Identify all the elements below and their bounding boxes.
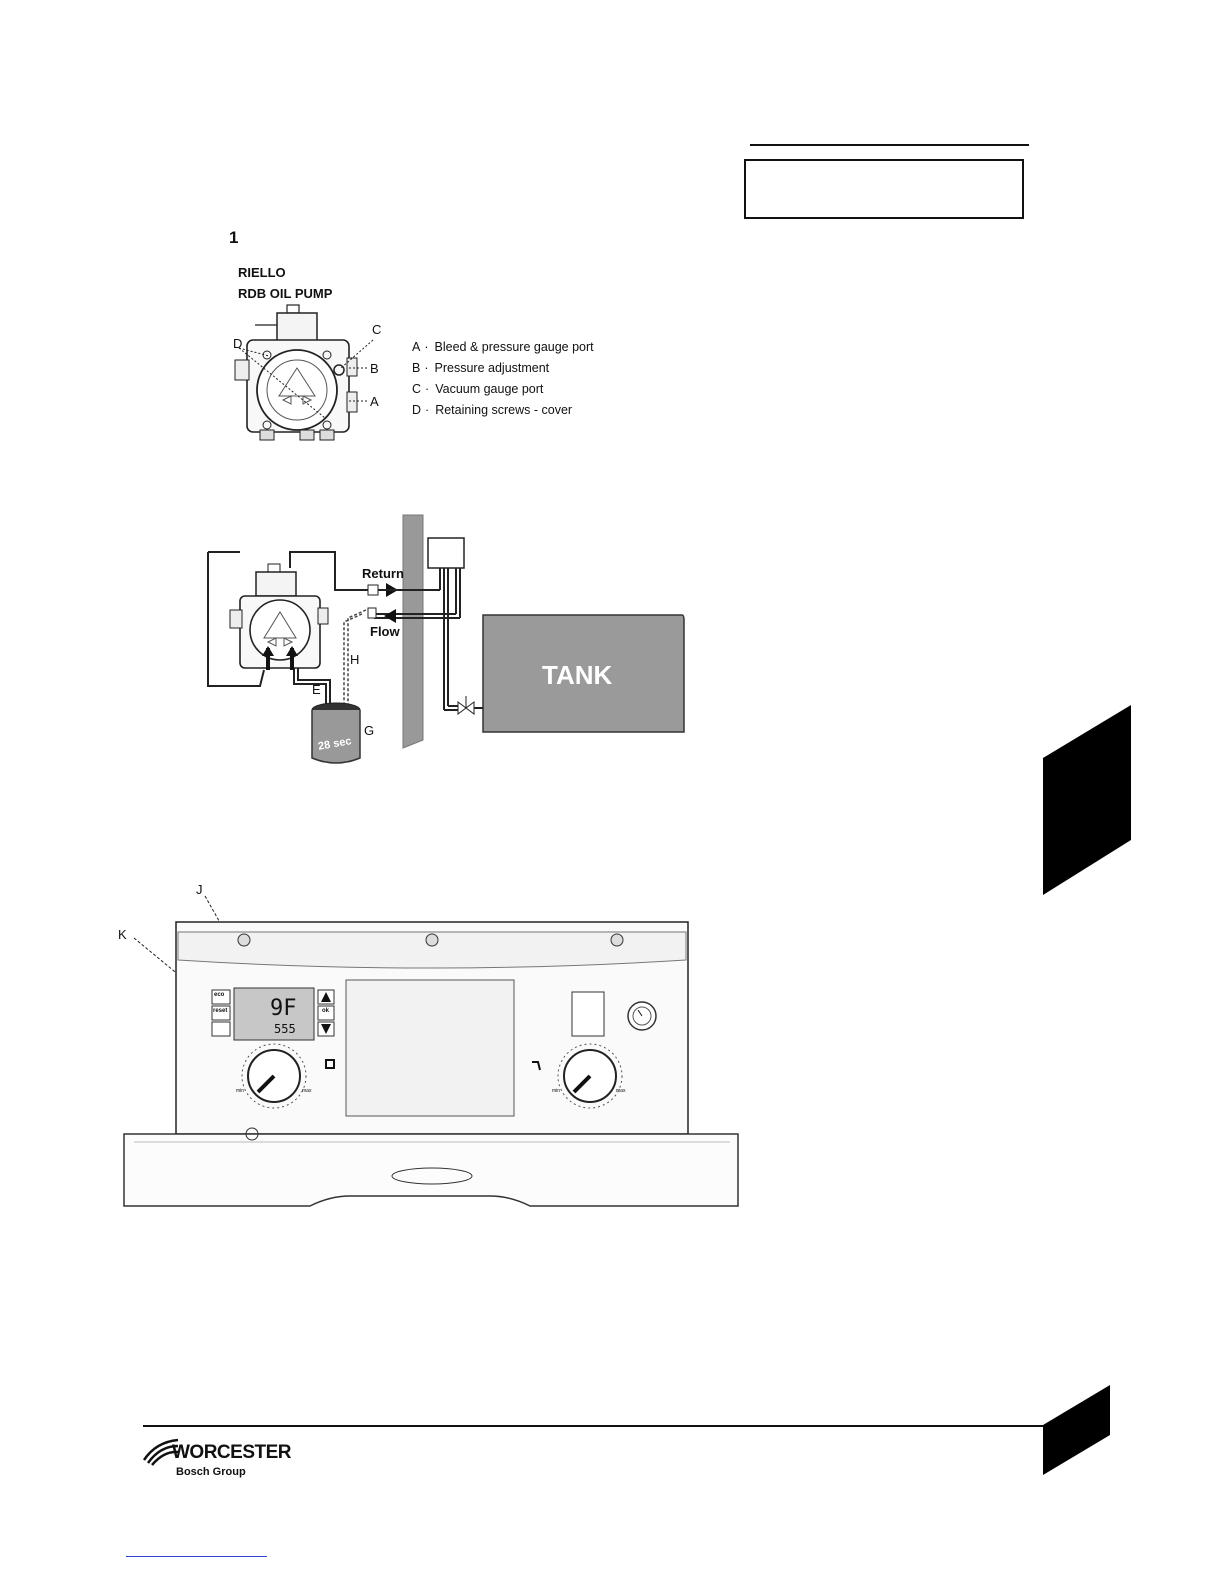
callout-j: J: [196, 882, 203, 897]
reset-button[interactable]: reset: [213, 1008, 228, 1014]
brand-logo-text: WORCESTER: [172, 1442, 291, 1463]
legend-text: Pressure adjustment: [434, 361, 550, 375]
return-label: Return: [362, 566, 404, 581]
pump-model: RDB OIL PUMP: [238, 286, 333, 301]
legend-item-b: B · Pressure adjustment: [412, 361, 550, 375]
brand-group: Bosch Group: [176, 1466, 246, 1478]
hose-label-e: E: [312, 682, 321, 697]
knob-right-max: max: [616, 1088, 626, 1094]
header-box: [744, 159, 1024, 219]
legend-letter: C: [412, 382, 422, 396]
hose-label-h: H: [350, 652, 360, 667]
display-value: 555: [274, 1022, 296, 1036]
flow-label: Flow: [370, 624, 400, 639]
header-rule: [750, 144, 1029, 146]
footer-rule: [143, 1425, 1043, 1427]
legend-letter: B: [412, 361, 421, 375]
side-tab: [1040, 700, 1136, 900]
link-underline[interactable]: [126, 1556, 267, 1557]
callout-k: K: [118, 927, 127, 942]
callout-b: B: [370, 361, 379, 376]
eco-button[interactable]: eco: [214, 992, 225, 998]
ok-button[interactable]: ok: [322, 1008, 330, 1014]
callout-d: D: [233, 336, 243, 351]
container-time: 28 sec: [317, 735, 353, 753]
knob-left-max: max: [302, 1088, 312, 1094]
legend-text: Retaining screws - cover: [435, 403, 573, 417]
pump-brand: RIELLO: [238, 265, 286, 280]
knob-left-min: min: [236, 1088, 245, 1094]
legend-letter: A: [412, 340, 421, 354]
callout-a: A: [370, 394, 379, 409]
knob-right-min: min: [552, 1088, 561, 1094]
legend-text: Vacuum gauge port: [435, 382, 544, 396]
page-corner-tab: [1040, 1380, 1116, 1480]
control-panel-drawing: [110, 880, 750, 1210]
bleed-pipework-diagram: [200, 510, 700, 780]
legend-item-a: A · Bleed & pressure gauge port: [412, 340, 594, 354]
legend-item-c: C · Vacuum gauge port: [412, 382, 544, 396]
legend-text: Bleed & pressure gauge port: [434, 340, 594, 354]
tank-label: TANK: [542, 660, 613, 690]
container-label-g: G: [364, 723, 375, 738]
figure-number: 1: [229, 228, 239, 247]
display-code: 9F: [270, 996, 297, 1021]
legend-item-d: D · Retaining screws - cover: [412, 403, 573, 417]
callout-c: C: [372, 322, 382, 337]
legend-letter: D: [412, 403, 422, 417]
